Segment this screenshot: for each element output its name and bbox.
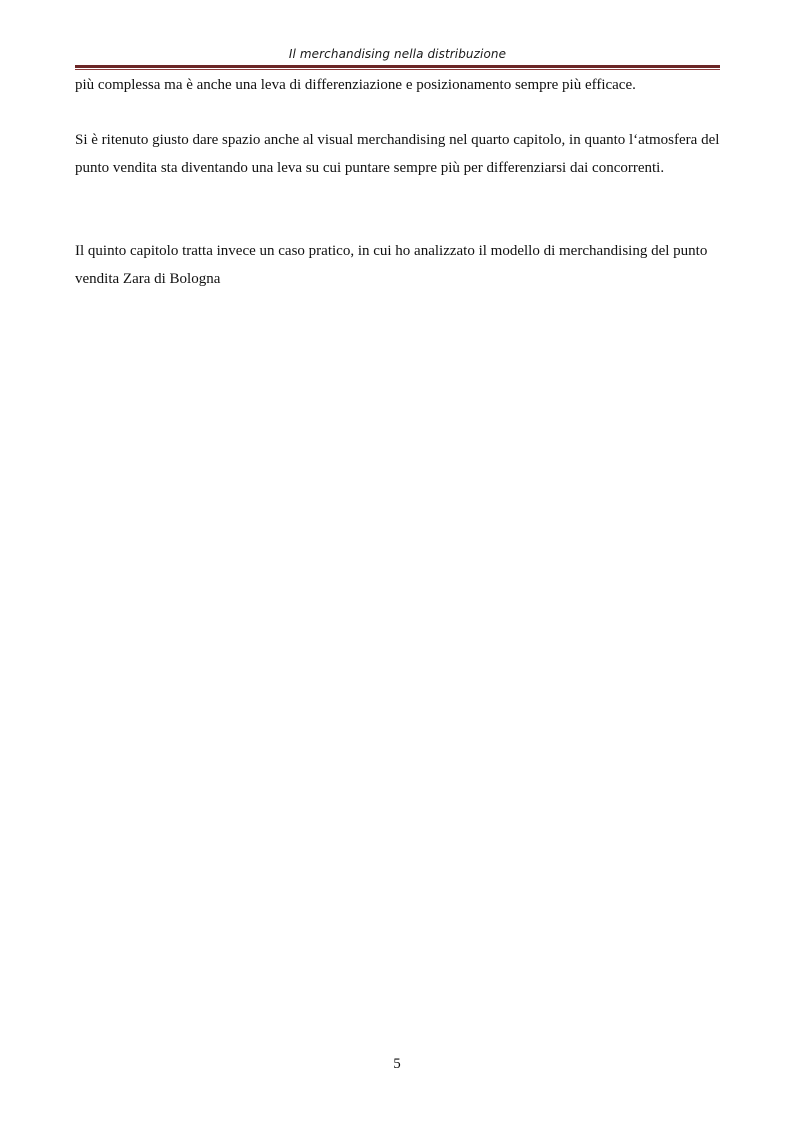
paragraph-1: [75, 71, 725, 99]
page-number: 5: [393, 1056, 401, 1072]
paragraph-text: più complessa ma è anche una leva di differenziazione e posizionamento sempre più efficace.: [75, 77, 636, 93]
header-rule-thin: [75, 69, 720, 70]
paragraph-2: [75, 126, 725, 182]
running-header: Il merchandising nella distribuzione: [288, 47, 507, 61]
paragraph-text: Il quinto capitolo tratta invece un caso pratico, in cui ho analizzato il modello di merchandising del punto vendita Zara di Bologna: [75, 243, 708, 287]
paragraph-3: [75, 237, 725, 293]
header-rule: [75, 65, 720, 68]
paragraph-text: Si è ritenuto giusto dare spazio anche al visual merchandising nel quarto capitolo, in quanto l‘atmosfera del punto vendita sta diventando una leva su cui puntare sempre più per differenziarsi dai concorrenti.: [75, 132, 720, 176]
